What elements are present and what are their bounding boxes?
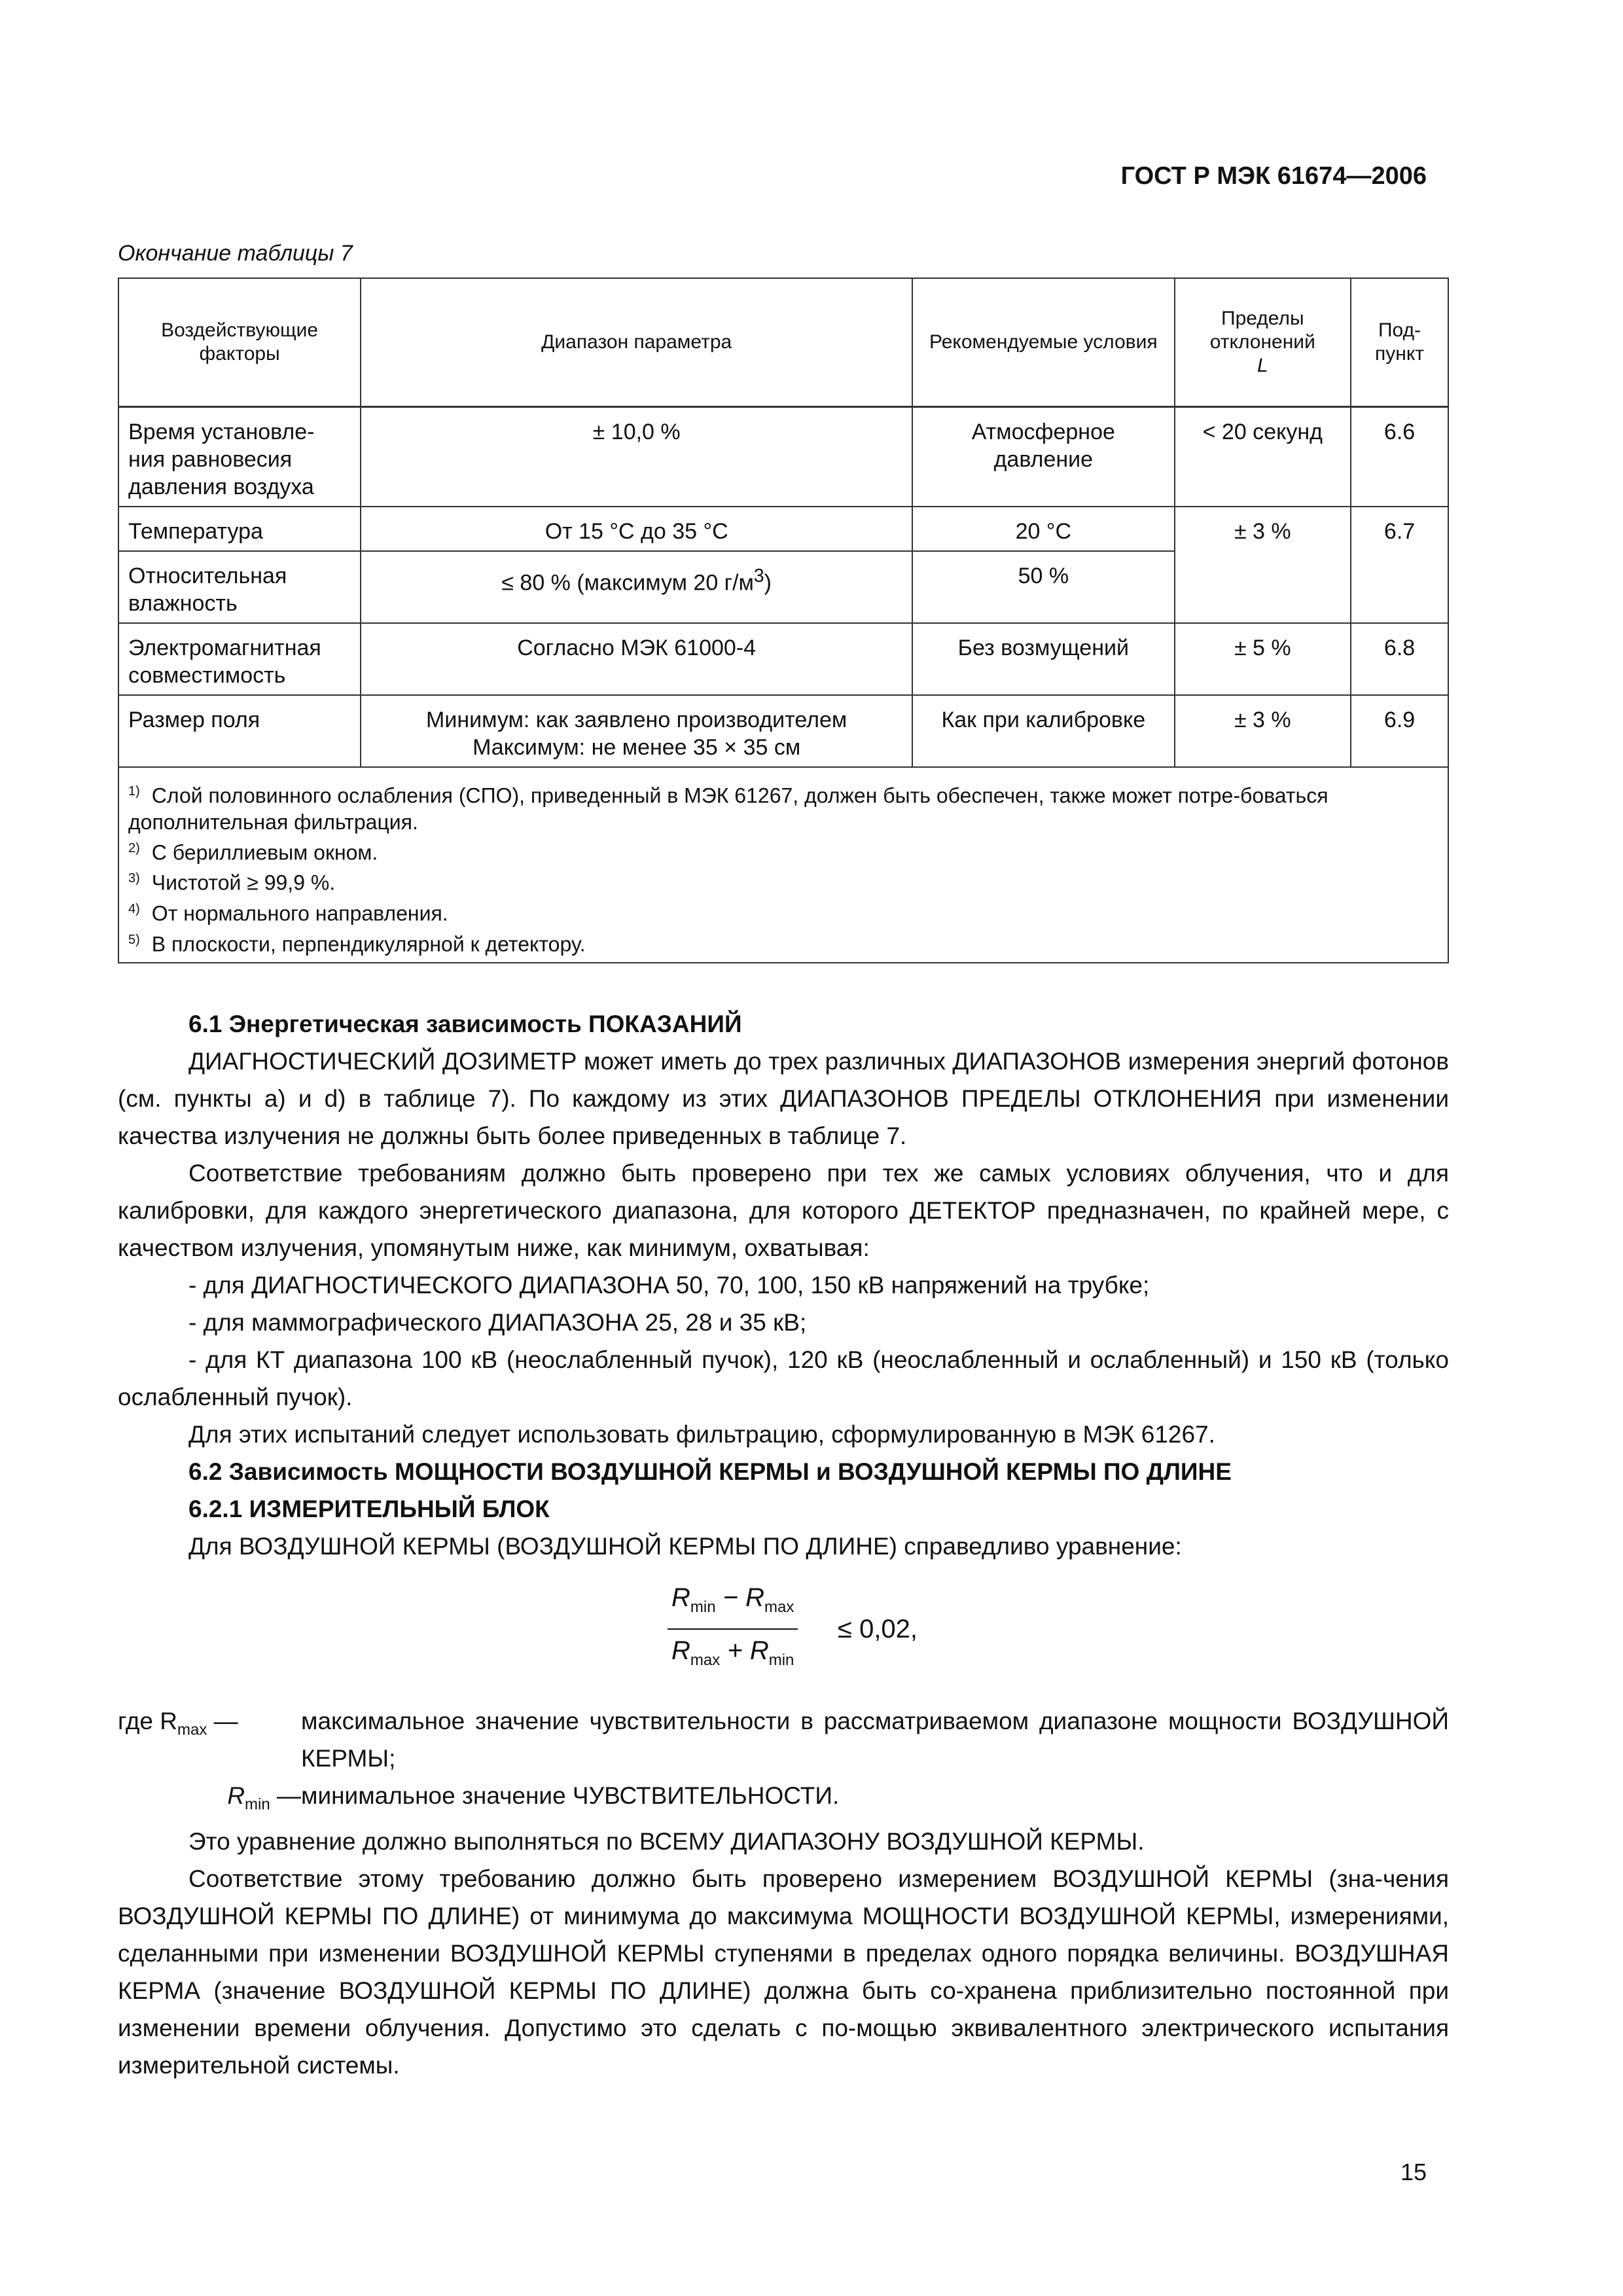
formula-numerator [668, 1579, 798, 1630]
header-limits [1175, 278, 1351, 407]
definition-term [118, 1702, 301, 1777]
term-text: R [227, 1782, 245, 1809]
formula-fraction [668, 1579, 798, 1679]
range-line-1: Минимум: как заявлено производителем [426, 708, 847, 732]
formula-operator: − [715, 1583, 746, 1612]
document-code: ГОСТ Р МЭК 61674—2006 [1120, 162, 1427, 190]
definition-rmax [118, 1702, 1449, 1777]
footnote-text: Чистотой ≥ 99,9 %. [151, 870, 336, 895]
formula-symbol: R [671, 1636, 690, 1665]
footnote [128, 896, 1438, 927]
cell-range: От 15 °С до 35 °С [361, 507, 912, 551]
formula-rhs: ≤ 0,02, [838, 1615, 918, 1643]
term-text: где R [118, 1708, 178, 1734]
cell-conditions: Атмосферное давление [912, 407, 1174, 507]
footnotes-row [118, 767, 1448, 963]
influence-factors-table [118, 278, 1449, 963]
cell-limit: ± 3 % [1175, 695, 1351, 767]
footnote-mark: 1) [128, 784, 140, 798]
table-header-row [118, 278, 1448, 407]
footnote [128, 778, 1438, 835]
section-heading-6-1: 6.1 Энергетическая зависимость ПОКАЗАНИЙ [188, 1011, 742, 1037]
cell-clause: 6.8 [1351, 623, 1448, 695]
range-text: ≤ 80 % (максимум 20 г/м [501, 570, 754, 596]
term-dash: — [270, 1782, 301, 1809]
cell-factor: Относительная влажность [118, 551, 361, 623]
cell-factor: Время установле-ния равновесия давления воздуха [118, 407, 361, 507]
footnote [128, 927, 1438, 958]
table-row [118, 695, 1448, 767]
definitions [118, 1702, 1449, 1823]
range-superscript: 3 [753, 565, 764, 586]
table-footnotes [118, 767, 1448, 963]
paragraph: ДИАГНОСТИЧЕСКИЙ ДОЗИМЕТР может иметь до трех различных ДИАПАЗОНОВ измерения энергий фотонов (см. пункты a) и d) в таблице 7). По каждому из этих ДИАПАЗОНОВ ПРЕДЕЛЫ ОТКЛОНЕНИЯ при изменении качества излучения не должны быть более приведенных в таблице 7. [118, 1048, 1449, 1149]
cell-limit: ± 5 % [1175, 623, 1351, 695]
formula-symbol: R [671, 1583, 690, 1612]
formula-symbol: R [749, 1636, 769, 1665]
table-caption: Окончание таблицы 7 [118, 241, 353, 266]
footnote [128, 835, 1438, 866]
cell-factor: Размер поля [118, 695, 361, 767]
formula-subscript: max [764, 1598, 794, 1616]
table-row [118, 407, 1448, 507]
footnote-text: В плоскости, перпендикулярной к детектору. [151, 932, 586, 956]
header-subclause: Под-пункт [1351, 278, 1448, 407]
paragraph: Для ВОЗДУШНОЙ КЕРМЫ (ВОЗДУШНОЙ КЕРМЫ ПО ДЛИНЕ) справедливо уравнение: [188, 1533, 1182, 1560]
paragraph: Соответствие требованиям должно быть проверено при тех же самых условиях облучения, что и для калибровки, для каждого энергетического диапазона, для которого ДЕТЕКТОР предназначен, по крайней мере, с качеством излучения, упомянутым ниже, как минимум, охватывая: [118, 1160, 1449, 1261]
paragraph: Соответствие этому требованию должно быть проверено измерением ВОЗДУШНОЙ КЕРМЫ (зна-чения ВОЗДУШНОЙ КЕРМЫ ПО ДЛИНЕ) от минимума до максимума МОЩНОСТИ ВОЗДУШНОЙ КЕРМЫ, измерениями, сделанными при изменении ВОЗДУШНОЙ КЕРМЫ ступенями в пределах одного порядка величины. ВОЗДУШНАЯ КЕРМА (значение ВОЗДУШНОЙ КЕРМЫ ПО ДЛИНЕ) должна быть со-хранена приблизительно постоянной при изменении времени облучения. Допустимо это сделать с по-мощью эквивалентного электрического испытания измерительной системы. [118, 1865, 1449, 2079]
term-subscript: min [245, 1795, 270, 1814]
cell-range: Согласно МЭК 61000-4 [361, 623, 912, 695]
cell-clause: 6.9 [1351, 695, 1448, 767]
paragraph: Это уравнение должно выполняться по ВСЕМУ ДИАПАЗОНУ ВОЗДУШНОЙ КЕРМЫ. [188, 1828, 1145, 1856]
paragraph: Для этих испытаний следует использовать фильтрацию, сформулированную в МЭК 61267. [188, 1421, 1215, 1448]
footnote-mark: 3) [128, 871, 140, 886]
cell-conditions: 20 °С [912, 507, 1174, 551]
formula [118, 1565, 1449, 1702]
cell-conditions: 50 % [912, 551, 1174, 623]
cell-clause-merged: 6.7 [1351, 507, 1448, 623]
footnote-text: Слой половинного ослабления (СПО), приведенный в МЭК 61267, должен быть обеспечен, также может потре-боваться дополнительная фильтрация. [128, 783, 1329, 834]
section-heading-6-2: 6.2 Зависимость МОЩНОСТИ ВОЗДУШНОЙ КЕРМЫ и ВОЗДУШНОЙ КЕРМЫ ПО ДЛИНЕ [188, 1458, 1232, 1485]
header-factors: Воздействующие факторы [118, 278, 361, 407]
definition-term [118, 1777, 301, 1823]
cell-factor: Температура [118, 507, 361, 551]
list-item: - для ДИАГНОСТИЧЕСКОГО ДИАПАЗОНА 50, 70, 100, 150 кВ напряжений на трубке; [188, 1272, 1150, 1299]
range-line-2: Максимум: не менее 35 × 35 см [473, 735, 801, 760]
footnote-mark: 4) [128, 901, 140, 916]
list-item: - для КТ диапазона 100 кВ (неослабленный пучок), 120 кВ (неослабленный и ослабленный) и 150 кВ (только ослабленный пучок). [118, 1346, 1449, 1410]
header-conditions: Рекомендуемые условия [912, 278, 1174, 407]
cell-limit-merged: ± 3 % [1175, 507, 1351, 623]
definition-rmin [118, 1777, 1449, 1823]
footnote-text: От нормального направления. [151, 901, 448, 925]
cell-limit: < 20 секунд [1175, 407, 1351, 507]
footnote-text: С бериллиевым окном. [151, 840, 378, 865]
cell-conditions: Без возмущений [912, 623, 1174, 695]
formula-subscript: min [690, 1598, 716, 1616]
list-item: - для маммографического ДИАПАЗОНА 25, 28 и 35 кВ; [188, 1309, 807, 1336]
range-tail: ) [764, 570, 772, 596]
term-subscript: max [177, 1721, 207, 1739]
footnote [128, 865, 1438, 896]
cell-factor: Электромагнитная совместимость [118, 623, 361, 695]
page-number: 15 [1400, 2159, 1427, 2185]
main-text [118, 1005, 1449, 2084]
table-row [118, 623, 1448, 695]
formula-denominator [668, 1630, 798, 1679]
cell-clause: 6.6 [1351, 407, 1448, 507]
section-heading-6-2-1: 6.2.1 ИЗМЕРИТЕЛЬНЫЙ БЛОК [188, 1496, 550, 1522]
cell-range [361, 695, 912, 767]
term-dash: — [207, 1708, 238, 1734]
cell-range [361, 551, 912, 623]
definition-text: максимальное значение чувствительности в рассматриваемом диапазоне мощности ВОЗДУШНОЙ КЕРМЫ; [301, 1708, 1449, 1772]
formula-operator: + [720, 1636, 750, 1665]
formula-symbol: R [745, 1583, 765, 1612]
cell-range: ± 10,0 % [361, 407, 912, 507]
header-limits-symbol: L [1257, 355, 1268, 376]
cell-conditions: Как при калибровке [912, 695, 1174, 767]
footnote-mark: 5) [128, 932, 140, 947]
formula-subscript: max [690, 1651, 721, 1669]
table-row [118, 507, 1448, 551]
definition-text: минимальное значение ЧУВСТВИТЕЛЬНОСТИ. [301, 1782, 840, 1809]
header-range: Диапазон параметра [361, 278, 912, 407]
footnote-mark: 2) [128, 840, 140, 855]
header-limits-label: Пределы отклонений [1209, 308, 1315, 353]
formula-subscript: min [768, 1651, 794, 1669]
